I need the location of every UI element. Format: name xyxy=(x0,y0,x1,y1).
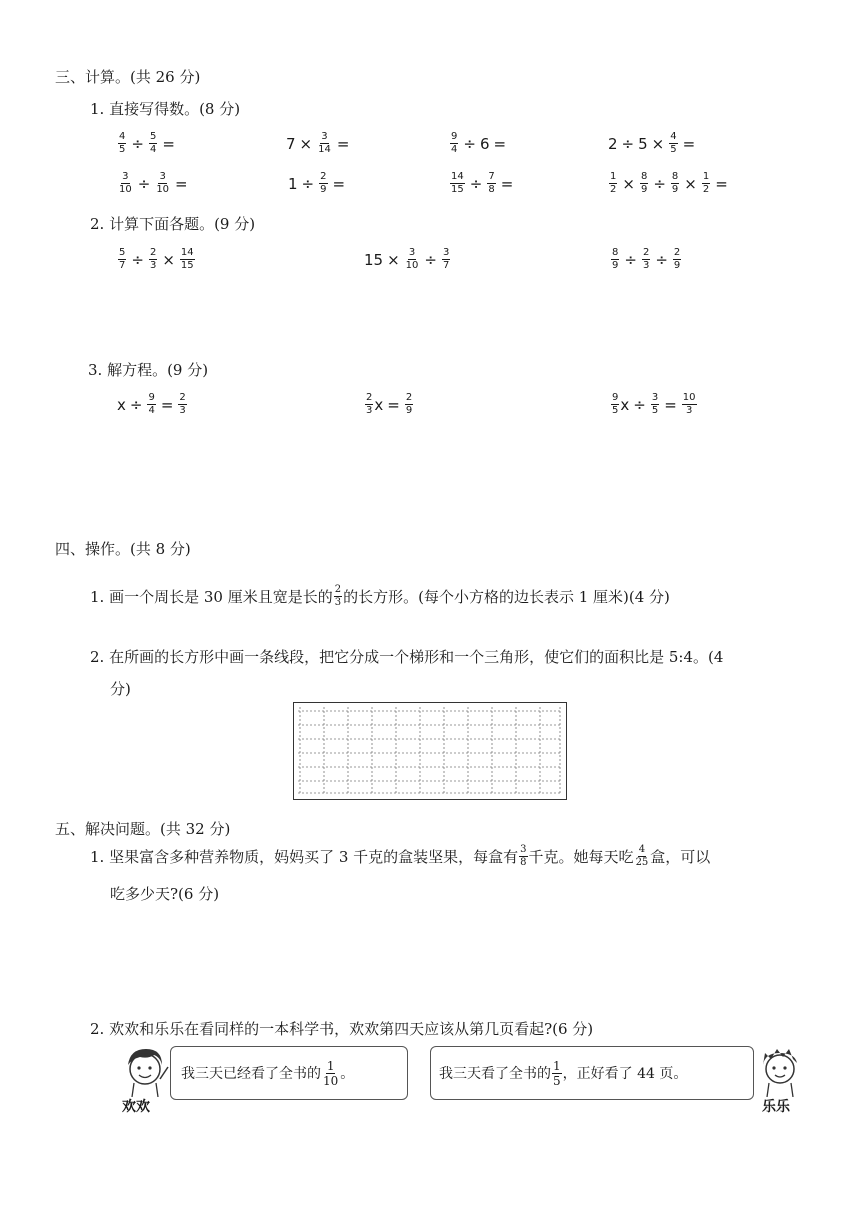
calc-r2-b: 1 ÷ $\frac{2}{9}$ = xyxy=(288,171,346,195)
square-grid xyxy=(293,702,567,800)
equation-a: x ÷ $\frac{9}{4}$ = $\frac{2}{3}$ xyxy=(117,392,186,416)
lele-avatar xyxy=(755,1045,803,1097)
q4-2-line1: 2. 在所画的长方形中画一条线段，把它分成一个梯形和一个三角形，使它们的面积比是 5:4。(4 xyxy=(90,648,724,666)
calc-r1-c: $\frac{9}{4}$ ÷ 6 = xyxy=(451,131,507,155)
calc2-a: $\frac{5}{7}$ ÷ $\frac{2}{3}$ × $\frac{14}{15}$ xyxy=(119,247,194,271)
q5-1-line2: 吃多少天?(6 分) xyxy=(110,885,220,903)
section-4-title: 四、操作。(共 8 分) xyxy=(55,540,191,558)
calc-r1-b: 7 × $\frac{3}{14}$ = xyxy=(286,131,350,155)
equation-b: $\frac{2}{3}$ x = $\frac{2}{9}$ xyxy=(366,392,413,416)
huanhuan-label: 欢欢 xyxy=(122,1099,150,1115)
q5-1-line1: 1. 坚果富含多种营养物质，妈妈买了 3 千克的盒装坚果，每盒有 $\frac{3}{8}$ 千克。她每天吃 $\frac{4}{25}$ 盒，可以 xyxy=(90,844,711,868)
lele-label: 乐乐 xyxy=(762,1099,790,1115)
q5-2-title: 2. 欢欢和乐乐在看同样的一本科学书，欢欢第四天应该从第几页看起?(6 分) xyxy=(90,1020,594,1038)
huanhuan-avatar xyxy=(118,1045,172,1097)
calc-r1-a: $\frac{4}{5}$ ÷ $\frac{5}{4}$ = xyxy=(119,131,175,155)
q3-3-title: 3. 解方程。(9 分) xyxy=(88,361,209,379)
q4-2-line2: 分) xyxy=(110,680,131,698)
equation-c: $\frac{9}{5}$ x ÷ $\frac{3}{5}$ = $\frac{10}{3}$ xyxy=(612,392,696,416)
q3-2-title: 2. 计算下面各题。(9 分) xyxy=(90,215,256,233)
q4-1: 1. 画一个周长是 30 厘米且宽是长的 $\frac{2}{3}$ 的长方形。(每个小方格的边长表示 1 厘米)(4 分) xyxy=(90,584,670,608)
calc-r2-d: $\frac{1}{2}$ × $\frac{8}{9}$ ÷ $\frac{8}{9}$ × $\frac{1}{2}$ = xyxy=(610,171,728,195)
huanhuan-speech-bubble: 我三天已经看了全书的 $\frac{1}{10}$ 。 xyxy=(170,1046,408,1100)
calc-r1-d: 2 ÷ 5 × $\frac{4}{5}$ = xyxy=(608,131,696,155)
q3-1-title: 1. 直接写得数。(8 分) xyxy=(90,100,241,118)
section-3-title: 三、计算。(共 26 分) xyxy=(55,68,201,86)
calc2-c: $\frac{8}{9}$ ÷ $\frac{2}{3}$ ÷ $\frac{2}{9}$ xyxy=(612,247,681,271)
calc-r2-c: $\frac{14}{15}$ ÷ $\frac{7}{8}$ = xyxy=(451,171,514,195)
calc-r2-a: $\frac{3}{10}$ ÷ $\frac{3}{10}$ = xyxy=(119,171,188,195)
calc2-b: 15 × $\frac{3}{10}$ ÷ $\frac{3}{7}$ xyxy=(364,247,450,271)
lele-speech-bubble: 我三天看了全书的 $\frac{1}{5}$ ，正好看了 44 页。 xyxy=(430,1046,754,1100)
section-5-title: 五、解决问题。(共 32 分) xyxy=(55,820,231,838)
